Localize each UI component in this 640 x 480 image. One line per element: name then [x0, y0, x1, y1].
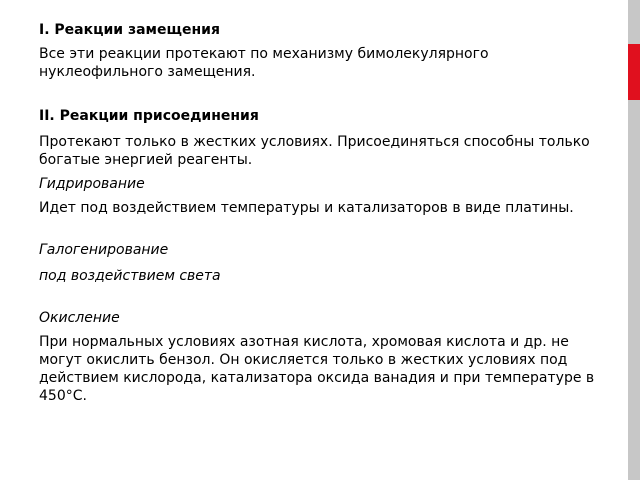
section1-title: I. Реакции замещения — [39, 22, 220, 38]
section2-text: Протекают только в жестких условиях. Присоединяться способны только богатые энергией реагенты. — [39, 134, 590, 168]
section2-title: II. Реакции присоединения — [39, 108, 259, 124]
hydrogenation-text: Идет под воздействием температуры и катализаторов в виде платины. — [39, 200, 574, 216]
section1-text: Все эти реакции протекают по механизму бимолекулярного нуклеофильного замещения. — [39, 46, 489, 80]
hydrogenation-title: Гидрирование — [39, 176, 145, 192]
halogenation-title: Галогенирование — [39, 242, 169, 258]
slide-content — [39, 21, 609, 405]
right-edge-accent — [628, 44, 640, 100]
oxidation-title: Окисление — [39, 310, 120, 326]
halogenation-text: под воздействием света — [39, 268, 221, 284]
oxidation-text: При нормальных условиях азотная кислота, хромовая кислота и др. не могут окислить бензол. Он окисляется только в жестких условиях под действием кислорода, катализатора оксида ванадия и при температуре в 450°С. — [39, 334, 595, 404]
